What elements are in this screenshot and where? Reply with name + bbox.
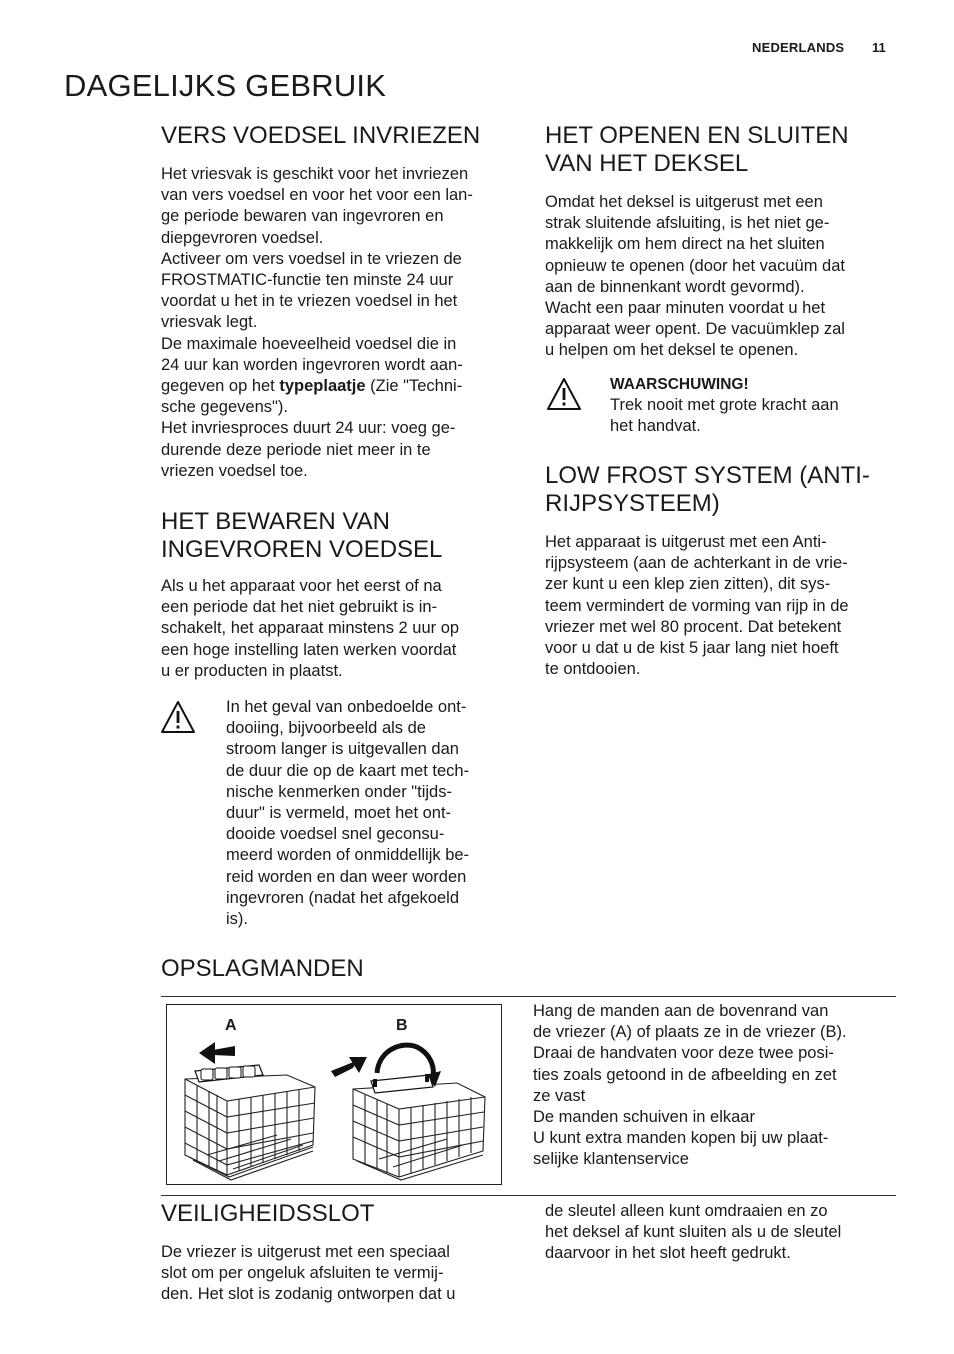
text-line: daarvoor in het slot heeft gedrukt. <box>545 1244 791 1263</box>
text-line: rijpsysteem (aan de achterkant in de vrie- <box>545 554 848 573</box>
veiligheidsslot-text-continued <box>545 1201 895 1265</box>
section-title-veiligheidsslot: VEILIGHEIDSSLOT <box>161 1200 375 1227</box>
text-line: teem vermindert de vorming van rijp in de <box>545 596 849 615</box>
page-number: 11 <box>872 40 886 55</box>
typeplaatje-emphasis: typeplaatje <box>279 377 366 396</box>
text-line: Het apparaat is uitgerust met een Anti- <box>545 533 827 551</box>
text-line: FROSTMATIC-functie ten minste 24 uur <box>161 271 454 290</box>
text-line: de sleutel alleen kunt omdraaien en zo <box>545 1202 828 1220</box>
text-line: De vriezer is uitgerust met een speciaal <box>161 1243 450 1261</box>
text-line: ties zoals getoond in de afbeelding en zet <box>533 1065 837 1084</box>
text-line: u helpen om het deksel te openen. <box>545 341 799 360</box>
header-language: NEDERLANDS <box>752 40 845 55</box>
text-line: apparaat weer opent. De vacuümklep zal <box>545 320 845 339</box>
low-frost-text <box>545 532 905 680</box>
text-line: vriezen voedsel toe. <box>161 461 308 480</box>
section-title-vers-voedsel: VERS VOEDSEL INVRIEZEN <box>161 122 481 149</box>
deksel-text <box>545 192 905 362</box>
text-line: De maximale hoeveelheid voedsel die in <box>161 334 457 353</box>
opslagmanden-text <box>533 1001 893 1171</box>
text-line: de vriezer (A) of plaats ze in de vriezer (B). <box>533 1023 847 1042</box>
text-line: te ontdooien. <box>545 660 641 679</box>
basket-b <box>353 1083 485 1180</box>
text-fragment: (Zie "Techni- <box>365 377 463 396</box>
note-line: reid worden en dan weer worden <box>226 867 467 886</box>
note-line: de duur die op de kaart met tech- <box>226 761 470 780</box>
text-line: Het vriesvak is geschikt voor het invriezen <box>161 165 469 183</box>
text-line: ge periode bewaren van ingevroren en <box>161 207 444 226</box>
text-fragment: gegeven op het <box>161 377 280 396</box>
text-line: schakelt, het apparaat minstens 2 uur op <box>161 619 460 638</box>
text-line: De manden schuiven in elkaar <box>533 1108 755 1127</box>
text-line: U kunt extra manden kopen bij uw plaat- <box>533 1129 829 1148</box>
text-line: Hang de manden aan de bovenrand van <box>533 1002 829 1020</box>
note-line: dooiing, bijvoorbeeld als de <box>226 719 426 738</box>
text-line: makkelijk om hem direct na het sluiten <box>545 235 825 254</box>
note-line: stroom langer is uitgevallen dan <box>226 740 459 759</box>
text-line: een periode dat het niet gebruikt is in- <box>161 598 438 617</box>
text-line: aan de binnenkant wordt gevormd). <box>545 277 805 296</box>
warning-icon <box>160 700 196 739</box>
warning-title: WAARSCHUWING! <box>610 376 749 393</box>
figure-label-b: B <box>396 1017 408 1034</box>
text-line: diepgevroren voedsel. <box>161 228 324 247</box>
text-line: een hoge instelling laten werken voordat <box>161 640 457 659</box>
title-line: INGEVROREN VOEDSEL <box>161 536 443 563</box>
text-line: Wacht een paar minuten voordat u het <box>545 299 826 318</box>
text-line: selijke klantenservice <box>533 1150 689 1169</box>
handle-a <box>195 1065 263 1082</box>
text-line: Het invriesproces duurt 24 uur: voeg ge- <box>161 419 456 438</box>
divider <box>161 1195 896 1196</box>
text-line: Activeer om vers voedsel in te vriezen de <box>161 249 462 268</box>
text-line: den. Het slot is zodanig ontworpen dat u <box>161 1285 456 1304</box>
text-line: ze vast <box>533 1086 586 1105</box>
arrow-right-icon <box>331 1057 367 1077</box>
text-line: 24 uur kan worden ingevroren wordt aan- <box>161 355 463 374</box>
arrow-left-icon <box>199 1042 235 1064</box>
divider <box>161 996 896 997</box>
note-line: In het geval van onbedoelde ont- <box>226 698 467 716</box>
text-line: vriezer met wel 80 procent. Dat betekent <box>545 617 842 636</box>
section-title-deksel <box>545 122 849 178</box>
text-line: Omdat het deksel is uitgerust met een <box>545 193 823 211</box>
warning-line: Trek nooit met grote kracht aan <box>610 396 839 415</box>
basket-figure <box>166 1004 502 1185</box>
section-title-bewaren <box>161 508 442 564</box>
text-line: het deksel af kunt sluiten als u de sleutel <box>545 1223 842 1242</box>
title-line: LOW FROST SYSTEM (ANTI- <box>545 462 870 489</box>
note-line: nische kenmerken onder "tijds- <box>226 782 452 801</box>
warning-icon <box>546 377 582 416</box>
text-line: Als u het apparaat voor het eerst of na <box>161 577 442 595</box>
text-line: u er producten in plaatst. <box>161 661 343 680</box>
basket-illustration <box>167 1005 501 1184</box>
bewaren-note <box>226 697 516 930</box>
bewaren-text <box>161 576 521 682</box>
text-line: slot om per ongeluk afsluiten te vermij- <box>161 1264 444 1283</box>
figure-label-a: A <box>225 1017 237 1034</box>
vers-voedsel-text <box>161 164 521 482</box>
text-line: voordat u het in te vriezen voedsel in het <box>161 292 458 311</box>
title-line: HET OPENEN EN SLUITEN <box>545 122 849 149</box>
text-line: vriesvak legt. <box>161 313 258 332</box>
text-line: Draai de handvaten voor deze twee posi- <box>533 1044 834 1063</box>
page-title: DAGELIJKS GEBRUIK <box>64 68 387 103</box>
title-line: HET BEWAREN VAN <box>161 508 390 535</box>
title-line: VAN HET DEKSEL <box>545 150 749 177</box>
section-title-opslagmanden: OPSLAGMANDEN <box>161 955 364 982</box>
note-line: meerd worden of onmiddellijk be- <box>226 846 470 865</box>
note-line: ingevroren (nadat het afgekoeld <box>226 888 459 907</box>
text-line: van vers voedsel en voor het voor een lan- <box>161 186 473 205</box>
note-line: dooide voedsel snel geconsu- <box>226 825 445 844</box>
handle-b <box>371 1074 433 1093</box>
deksel-warning <box>610 374 900 438</box>
title-line: RIJPSYSTEEM) <box>545 490 720 517</box>
text-line: sche gegevens"). <box>161 398 288 417</box>
text-line: voor u dat u de kist 5 jaar lang niet hoeft <box>545 639 839 658</box>
note-line: is). <box>226 910 248 929</box>
warning-line: het handvat. <box>610 417 701 436</box>
text-line-typeplaatje <box>161 376 521 397</box>
section-title-low-frost <box>545 462 870 518</box>
text-line: strak sluitende afsluiting, is het niet ge- <box>545 214 830 233</box>
text-line: zer kunt u een klep zien zitten), dit sys- <box>545 575 831 594</box>
text-line: opnieuw te openen (door het vacuüm dat <box>545 256 845 275</box>
text-line: durende deze periode niet meer in te <box>161 440 431 459</box>
veiligheidsslot-text <box>161 1242 511 1306</box>
note-line: duur" is vermeld, moet het ont- <box>226 804 452 823</box>
basket-a <box>185 1075 315 1180</box>
